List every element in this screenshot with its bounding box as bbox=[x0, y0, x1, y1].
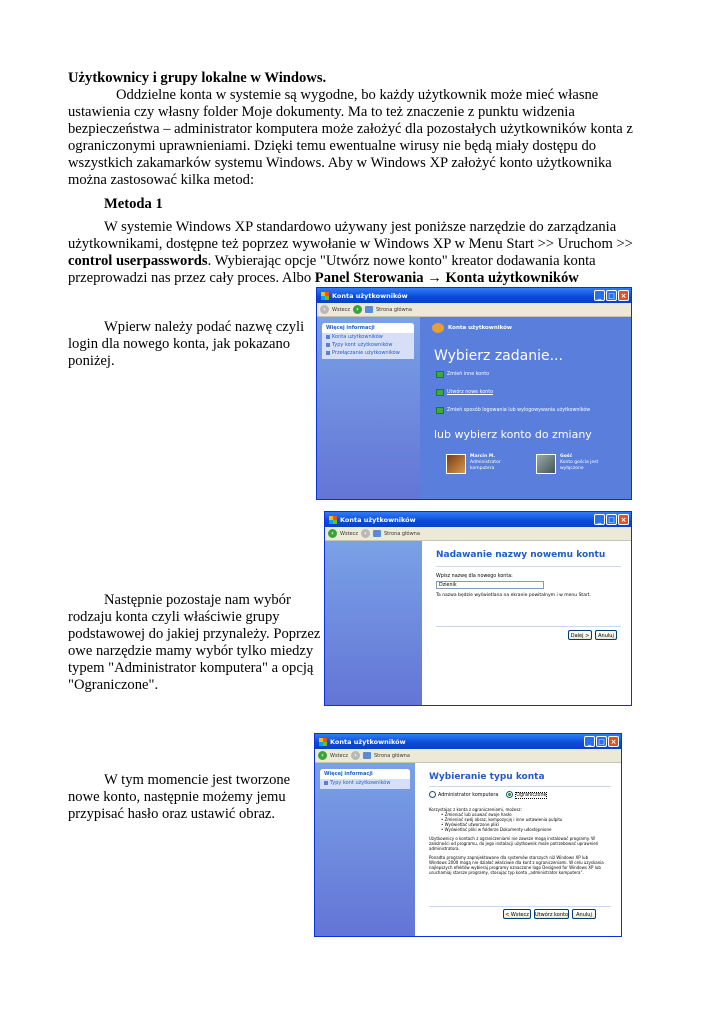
task-link[interactable]: Typy kont użytkowników bbox=[322, 341, 414, 349]
home-icon[interactable] bbox=[363, 752, 371, 759]
task-link[interactable]: Konta użytkowników bbox=[322, 333, 414, 341]
step2-line: typem "Administrator komputera" a opcją bbox=[68, 660, 314, 676]
windows-logo-icon bbox=[321, 292, 329, 300]
account-type: komputera bbox=[470, 466, 495, 471]
method-line bbox=[68, 253, 596, 270]
home-label[interactable]: Strona główna bbox=[383, 530, 420, 537]
bullet-item: • Wyświetlać pliki w folderze Dokumenty udostępnione bbox=[441, 827, 552, 832]
task-pane bbox=[315, 763, 415, 936]
account-type: Administrator bbox=[470, 460, 501, 465]
intro-line: ograniczonymi uprawnieniami. Dzięki temu ewentualne wirusy nie będą miały dostępu do bbox=[68, 138, 597, 154]
intro-line: Oddzielne konta w systemie są wygodne, bo każdy użytkownik może mieć własne bbox=[116, 87, 599, 103]
back-label[interactable]: Wstecz bbox=[340, 530, 358, 537]
description-paragraph: Ponadto programy zaprojektowane dla systemów starszych niż Windows XP lub Windows 2000 mogą nie działać właściwie dla kont z ograniczeniami. W celu uzyskania najlepszych efektów wybieraj programy oznaczone logo Designed for Windows XP lub uruchamiaj starsze programy, stosując typ konta „administrator komputera”. bbox=[429, 855, 604, 875]
account-name-input[interactable]: Dzienik bbox=[436, 581, 544, 589]
task-box-heading: Więcej informacji bbox=[322, 323, 414, 333]
minimize-button[interactable]: _ bbox=[594, 290, 605, 301]
account-name: Marcin M. bbox=[470, 454, 495, 459]
windows-logo-icon bbox=[329, 516, 337, 524]
action-label: Zmień inne konto bbox=[447, 372, 490, 377]
panel-path: Panel Sterowania → Konta użytkowników bbox=[314, 270, 579, 286]
field-label: Wpisz nazwę dla nowego konta: bbox=[436, 574, 513, 579]
maximize-button[interactable]: □ bbox=[596, 736, 607, 747]
task-heading: Wybierz zadanie... bbox=[434, 348, 563, 364]
option-label: Ograniczone bbox=[516, 793, 547, 798]
account-type-options bbox=[429, 791, 547, 798]
back-arrow-icon[interactable]: ‹ bbox=[318, 751, 327, 760]
radio-icon bbox=[429, 791, 436, 798]
panel-label bbox=[432, 323, 512, 333]
forward-arrow-icon[interactable]: › bbox=[353, 305, 362, 314]
divider bbox=[436, 566, 621, 567]
bullet-item: • Zmieniać swój obraz, kompozycję i inne ustawienia pulpitu bbox=[441, 817, 563, 822]
task-link[interactable]: Przełączanie użytkowników bbox=[322, 349, 414, 359]
window-title: Konta użytkowników bbox=[330, 737, 406, 746]
intro-line: bezpieczeństwa – administrator komputera może założyć dla pozostałych użytkowników konta z bbox=[68, 121, 633, 137]
back-label[interactable]: Wstecz bbox=[332, 306, 350, 313]
side-pane bbox=[325, 541, 422, 705]
wizard-heading: Wybieranie typu konta bbox=[429, 772, 545, 782]
step1-line: poniżej. bbox=[68, 353, 115, 369]
task-box bbox=[320, 769, 410, 789]
account-guest[interactable] bbox=[536, 454, 598, 474]
guest-avatar-icon bbox=[536, 454, 556, 474]
task-pane bbox=[317, 317, 420, 500]
step2-line: Następnie pozostaje nam wybór bbox=[104, 592, 291, 608]
divider bbox=[429, 786, 611, 787]
option-admin[interactable] bbox=[429, 791, 498, 798]
divider bbox=[429, 906, 611, 907]
close-button[interactable]: × bbox=[608, 736, 619, 747]
close-button[interactable]: × bbox=[618, 290, 629, 301]
toolbar bbox=[317, 303, 631, 317]
close-button[interactable]: × bbox=[618, 514, 629, 525]
step2-line: owe narzędzie mamy wybór tylko miedzy bbox=[68, 643, 314, 659]
account-name: Gość bbox=[560, 454, 573, 459]
arrow-icon bbox=[436, 407, 444, 414]
next-button[interactable]: Dalej > bbox=[568, 630, 592, 640]
task-link[interactable]: Typy kont użytkowników bbox=[320, 779, 410, 789]
account-type: Konto gościa jest bbox=[560, 460, 599, 465]
window-title: Konta użytkowników bbox=[332, 291, 408, 300]
screenshot-user-accounts bbox=[316, 287, 632, 500]
bullet-text: Zmieniać lub usuwać swoje hasło bbox=[444, 812, 512, 817]
document-title: Użytkownicy i grupy lokalne w Windows. bbox=[68, 70, 327, 86]
step3-line: przypisać hasło oraz ustawić obraz. bbox=[68, 806, 276, 822]
back-arrow-icon[interactable]: ‹ bbox=[328, 529, 337, 538]
bullet-item: • Zmieniać lub usuwać swoje hasło bbox=[441, 812, 512, 817]
method-line-pre: przeprowadzi nas przez cały proces. Albo bbox=[68, 270, 315, 286]
maximize-button[interactable]: □ bbox=[606, 290, 617, 301]
wizard-page bbox=[415, 763, 621, 936]
method-line: użytkownikami, dostępne też poprzez wywołanie w Windows XP w Menu Start >> Uruchom >> bbox=[68, 236, 633, 252]
method-line bbox=[68, 270, 579, 287]
option-label: Administrator komputera bbox=[438, 793, 499, 798]
cancel-button[interactable]: Anuluj bbox=[595, 630, 617, 640]
title-bar bbox=[325, 512, 631, 527]
step1-line: login dla nowego konta, jak pokazano bbox=[68, 336, 291, 352]
hint-text: Ta nazwa będzie wyświetlana na ekranie powitalnym i w menu Start. bbox=[436, 593, 591, 598]
toolbar bbox=[325, 527, 631, 541]
task-box-heading: Więcej informacji bbox=[320, 769, 410, 779]
account-type: wyłączone bbox=[560, 466, 584, 471]
create-account-button[interactable]: Utwórz konto bbox=[534, 909, 569, 919]
users-icon bbox=[432, 323, 444, 333]
back-label[interactable]: Wstecz bbox=[330, 752, 348, 759]
command-name: control userpasswords bbox=[68, 253, 208, 269]
action-create-account[interactable] bbox=[436, 389, 493, 396]
account-heading: lub wybierz konto do zmiany bbox=[434, 428, 592, 441]
intro-line: wszystkich zakamarków systemu Windows. Aby w Windows XP założyć konto użytkownika bbox=[68, 155, 612, 171]
forward-arrow-icon[interactable]: › bbox=[361, 529, 370, 538]
back-button[interactable]: < Wstecz bbox=[503, 909, 531, 919]
arrow-icon bbox=[436, 371, 444, 378]
forward-arrow-icon[interactable]: › bbox=[351, 751, 360, 760]
back-arrow-icon[interactable]: ‹ bbox=[320, 305, 329, 314]
wizard-page bbox=[422, 541, 631, 705]
radio-selected-icon bbox=[506, 791, 513, 798]
action-logon-options[interactable] bbox=[436, 407, 590, 414]
method-line-rest: . Wybierając opcje "Utwórz nowe konto" kreator dodawania konta bbox=[207, 253, 596, 269]
screenshot-account-type bbox=[314, 733, 622, 937]
title-bar bbox=[317, 288, 631, 303]
description bbox=[429, 807, 607, 875]
option-limited[interactable] bbox=[506, 791, 547, 798]
bullet-text: Wyświetlać pliki w folderze Dokumenty udostępnione bbox=[444, 827, 552, 832]
step2-line: rodzaju konta czyli właściwie grupy bbox=[68, 609, 280, 625]
step3-line: W tym momencie jest tworzone bbox=[104, 772, 291, 788]
intro-line: ustawienia czy własny folder Moje dokumenty. Ma to też znaczenie z punktu widzenia bbox=[68, 104, 575, 120]
bullet-list bbox=[429, 812, 607, 832]
method-line: W systemie Windows XP standardowo używany jest poniższe narzędzie do zarządzania bbox=[104, 219, 617, 235]
home-icon[interactable] bbox=[365, 306, 373, 313]
step1-line: Wpierw należy podać nazwę czyli bbox=[104, 319, 305, 335]
account-admin[interactable] bbox=[446, 454, 501, 474]
description-paragraph: Użytkownicy o kontach z ograniczeniami nie zawsze mogą instalować programy. W zależności od programu, do jego instalacji użytkownik może potrzebować uprawnień administratora. bbox=[429, 836, 599, 851]
windows-logo-icon bbox=[319, 738, 327, 746]
divider bbox=[436, 626, 621, 627]
step2-line: podstawowej do jakiej przynależy. Poprzez bbox=[68, 626, 321, 642]
arrow-icon bbox=[436, 389, 444, 396]
bullet-item: • Wyświetlać utworzone pliki bbox=[441, 822, 499, 827]
action-label: Zmień sposób logowania lub wylogowywania użytkowników bbox=[447, 408, 591, 413]
wizard-heading: Nadawanie nazwy nowemu kontu bbox=[436, 550, 606, 560]
home-label[interactable]: Strona główna bbox=[375, 306, 412, 313]
panel-label-text: Konta użytkowników bbox=[448, 325, 512, 331]
action-label: Utwórz nowe konto bbox=[447, 390, 494, 395]
description-intro: Korzystając z konta z ograniczeniami, możesz: bbox=[429, 807, 522, 812]
task-box bbox=[322, 323, 414, 359]
bullet-text: Zmieniać swój obraz, kompozycję i inne ustawienia pulpitu bbox=[444, 817, 563, 822]
chess-avatar-icon bbox=[446, 454, 466, 474]
bullet-text: Wyświetlać utworzone pliki bbox=[444, 822, 499, 827]
action-change-account[interactable] bbox=[436, 371, 489, 378]
method-heading: Metoda 1 bbox=[104, 196, 163, 212]
maximize-button[interactable]: □ bbox=[606, 514, 617, 525]
screenshot-account-name bbox=[324, 511, 632, 706]
window-title: Konta użytkowników bbox=[340, 515, 416, 524]
intro-line: można zastosować kilka metod: bbox=[68, 172, 255, 188]
title-bar bbox=[315, 734, 621, 749]
main-pane bbox=[420, 317, 631, 499]
toolbar bbox=[315, 749, 621, 763]
home-icon[interactable] bbox=[373, 530, 381, 537]
step3-line: nowe konto, następnie możemy jemu bbox=[68, 789, 286, 805]
minimize-button[interactable]: _ bbox=[594, 514, 605, 525]
step2-line: "Ograniczone". bbox=[68, 677, 159, 693]
home-label[interactable]: Strona główna bbox=[373, 752, 410, 759]
minimize-button[interactable]: _ bbox=[584, 736, 595, 747]
cancel-button[interactable]: Anuluj bbox=[572, 909, 596, 919]
